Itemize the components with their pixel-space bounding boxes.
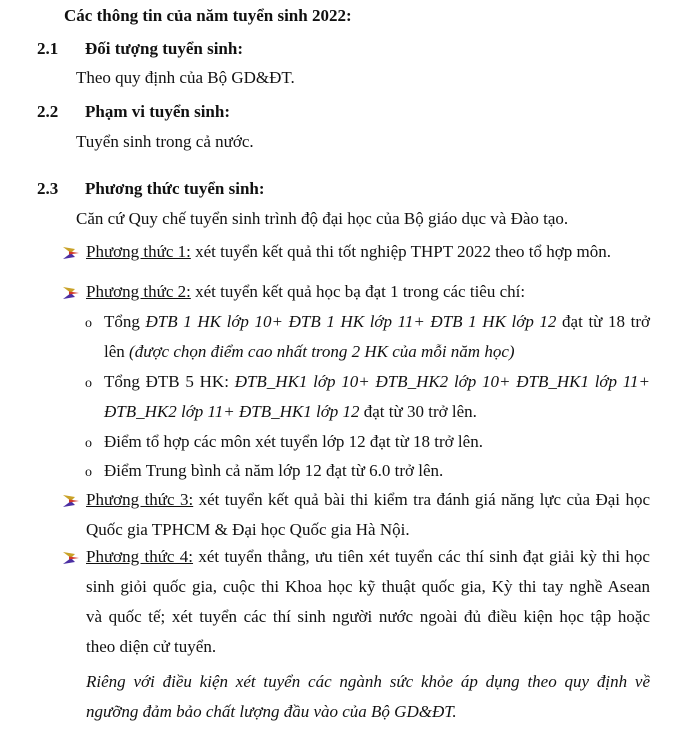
arrow-bullet-icon (61, 243, 81, 261)
method-3-line-1: Phương thức 3: xét tuyển kết quả bài thi kiểm tra đánh giá năng lực của Đại học (86, 490, 650, 509)
section-number-2-3: 2.3 (37, 179, 59, 198)
criterion-1-line-1: Tổng ĐTB 1 HK lớp 10+ ĐTB 1 HK lớp 11+ ĐTB 1 HK lớp 12 đạt từ 18 trở (104, 312, 650, 331)
method-1-label: Phương thức 1: (86, 242, 191, 261)
criterion-3: Điểm tổ hợp các môn xét tuyển lớp 12 đạt từ 18 trở lên. (104, 432, 483, 451)
circle-bullet: o (85, 316, 92, 331)
arrow-bullet-icon (61, 548, 81, 566)
section-number-2-1: 2.1 (37, 39, 59, 58)
criterion-2-line-2: ĐTB_HK2 lớp 11+ ĐTB_HK1 lớp 12 đạt từ 30 trở lên. (104, 402, 477, 421)
circle-bullet: o (85, 376, 92, 391)
method-1-text: xét tuyển kết quả thi tốt nghiệp THPT 2022 theo tổ hợp môn. (190, 242, 611, 261)
section-text-2-1: Theo quy định của Bộ GD&ĐT. (76, 68, 295, 87)
method-3-line-2: Quốc gia TPHCM & Đại học Quốc gia Hà Nội. (86, 520, 410, 539)
section-intro-2-3: Căn cứ Quy chế tuyển sinh trình độ đại học của Bộ giáo dục và Đào tạo. (76, 209, 569, 228)
arrow-bullet-icon (61, 283, 81, 301)
method-2-text: xét tuyển kết quả học bạ đạt 1 trong các tiêu chí: (190, 282, 526, 301)
method-4-line-2: sinh giỏi quốc gia, cuộc thi Khoa học kỹ thuật quốc gia, Kỳ thi tay nghề Asean (86, 577, 650, 596)
section-number-2-2: 2.2 (37, 102, 59, 121)
method-3-label: Phương thức 3: (86, 490, 194, 509)
circle-bullet: o (85, 436, 92, 451)
section-text-2-2: Tuyển sinh trong cả nước. (76, 132, 254, 151)
note-line-1: Riêng với điều kiện xét tuyển các ngành sức khỏe áp dụng theo quy định về (86, 672, 650, 691)
method-4-line-4: theo diện cử tuyển. (86, 637, 217, 656)
method-1 (86, 242, 611, 262)
method-2-label: Phương thức 2: (86, 282, 191, 301)
section-heading-2-1: Đối tượng tuyển sinh: (85, 39, 244, 58)
section-heading-2-3: Phương thức tuyển sinh: (85, 179, 265, 198)
method-4-label: Phương thức 4: (86, 547, 194, 566)
method-4-line-3: và quốc tế; xét tuyển các thí sinh người nước ngoài đủ điều kiện học tập hoặc (86, 607, 650, 626)
criterion-2-line-1: Tổng ĐTB 5 HK: ĐTB_HK1 lớp 10+ ĐTB_HK2 lớp 10+ ĐTB_HK1 lớp 11+ (104, 372, 650, 391)
document-title: Các thông tin của năm tuyển sinh 2022: (64, 6, 352, 25)
circle-bullet: o (85, 465, 92, 480)
section-heading-2-2: Phạm vi tuyển sinh: (85, 102, 230, 121)
method-2 (86, 282, 525, 302)
criterion-1-line-2: lên (được chọn điểm cao nhất trong 2 HK của mỗi năm học) (104, 342, 515, 361)
method-4-line-1: Phương thức 4: xét tuyển thẳng, ưu tiên xét tuyển các thí sinh đạt giải kỳ thi học (86, 547, 650, 566)
note-line-2: ngưỡng đảm bảo chất lượng đầu vào của Bộ GD&ĐT. (86, 702, 457, 721)
criterion-4: Điểm Trung bình cả năm lớp 12 đạt từ 6.0 trở lên. (104, 461, 444, 480)
arrow-bullet-icon (61, 491, 81, 509)
